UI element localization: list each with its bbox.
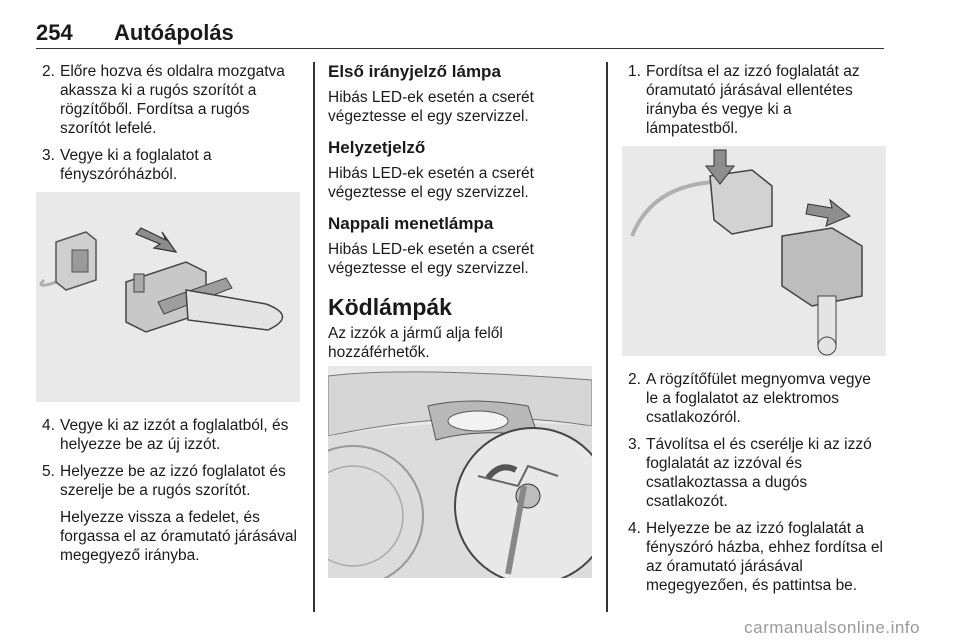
step-number: 4. [628, 520, 641, 537]
list-item [36, 462, 300, 500]
section-heading: Helyzetjelző [328, 138, 426, 157]
main-heading: Ködlámpák [328, 294, 452, 320]
column-left [36, 62, 300, 573]
step-text: Vegye ki az izzót a foglalatból, és helyezze be az új izzót. [60, 417, 289, 453]
step-number: 2. [42, 63, 55, 80]
section-text: Az izzók a jármű alja felől hozzáférhetők. [328, 325, 503, 361]
list-item [622, 435, 886, 511]
figure-fog-lamp [328, 366, 592, 578]
figure-fog-bulb-socket [622, 146, 886, 356]
step-text: Helyezze be az izzó foglalatát a fényszóró házba, ehhez fordítsa el az óramutató járásával megegyezően, és pattintsa be. [646, 520, 883, 594]
column-divider [606, 62, 608, 612]
section-text: Hibás LED-ek esetén a cserét végeztesse el egy szervizzel. [328, 89, 534, 125]
list-item [622, 370, 886, 427]
section-text: Hibás LED-ek esetén a cserét végeztesse el egy szervizzel. [328, 241, 534, 277]
list-item [622, 519, 886, 595]
step-text: Vegye ki a foglalatot a fényszóróházból. [60, 147, 212, 183]
section-text: Hibás LED-ek esetén a cserét végeztesse el egy szervizzel. [328, 165, 534, 201]
watermark: carmanualsonline.info [744, 618, 920, 637]
list-item [36, 416, 300, 454]
list-item [36, 62, 300, 138]
page-header [36, 14, 884, 49]
column-divider [313, 62, 315, 612]
step-text: Távolítsa el és cserélje ki az izzó foglalatát az izzóval és csatlakoztassa a dugós csatlakozót. [646, 436, 872, 510]
step-text: Helyezze be az izzó foglalatot és szerelje be a rugós szorítót. [60, 463, 286, 499]
note-paragraph: Helyezze vissza a fedelet, és forgassa el az óramutató járásával megegyező irányba. [60, 509, 297, 564]
list-item [622, 62, 886, 138]
step-number: 2. [628, 371, 641, 388]
list-item [36, 146, 300, 184]
section-heading: Nappali menetlámpa [328, 214, 494, 233]
column-right [622, 62, 886, 603]
column-middle [328, 62, 594, 592]
step-text: A rögzítőfület megnyomva vegye le a foglalatot az elektromos csatlakozóról. [646, 371, 871, 426]
step-number: 3. [42, 147, 55, 164]
step-text: Előre hozva és oldalra mozgatva akassza ki a rugós szorítót a rögzítőből. Fordítsa a rugós szorítót lefelé. [60, 63, 285, 137]
chapter-title: Autóápolás [114, 20, 234, 45]
step-number: 4. [42, 417, 55, 434]
step-number: 5. [42, 463, 55, 480]
step-number: 3. [628, 436, 641, 453]
step-text: Fordítsa el az izzó foglalatát az óramutató járásával ellentétes irányba és vegye ki a lámpatestből. [646, 63, 860, 137]
step-number: 1. [628, 63, 641, 80]
page-number: 254 [36, 20, 73, 45]
figure-h1-bulb [36, 192, 300, 402]
section-heading: Első irányjelző lámpa [328, 62, 501, 81]
